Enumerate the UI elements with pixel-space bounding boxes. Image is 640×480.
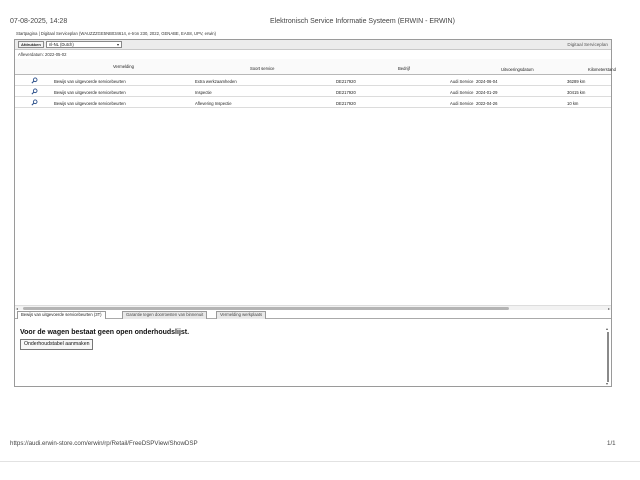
cell-soort-service: Extra werkzaamheden (195, 78, 237, 84)
cell-datum: 2024-06-04 (476, 78, 498, 84)
cell-company: Audi Service (450, 89, 474, 95)
magnifier-icon[interactable] (31, 77, 38, 84)
cell-datum: 2024-01-29 (476, 89, 498, 95)
print-button[interactable]: Afdrukken (18, 41, 44, 48)
breadcrumb[interactable]: Startpagina | Digitaal Serviceplan (WAUZZZGE5NB034614, e-tron 230, 2022, GENABE, EAS8, UPV, erwin) (16, 31, 217, 36)
table-row[interactable] (15, 87, 611, 97)
vertical-scrollbar[interactable] (606, 326, 610, 384)
table-row[interactable] (15, 98, 611, 108)
cell-bedrijf: DE217920 (336, 100, 356, 106)
cell-kilometerstand: 10 km (567, 100, 579, 106)
cell-vermelding: Bewijs van uitgevoerde servicebeurten (54, 78, 126, 84)
language-select[interactable] (46, 41, 122, 48)
scroll-right-icon[interactable]: ▸ (607, 306, 610, 311)
tab-servicebeurten[interactable]: Bewijs van uitgevoerde servicebeurten (3T) (17, 311, 106, 319)
column-header-vermelding[interactable]: Vermelding (113, 64, 134, 69)
scroll-up-icon[interactable]: ▴ (606, 326, 609, 331)
cell-vermelding: Bewijs van uitgevoerde servicebeurten (54, 100, 126, 106)
cell-datum: 2022-04-26 (476, 100, 498, 106)
tab-garantie-doorroesten[interactable]: Garantie tegen doorroesten van binnenuit (122, 311, 207, 319)
cell-kilometerstand: 36289 km (567, 78, 586, 84)
magnifier-icon[interactable] (31, 99, 38, 106)
cell-kilometerstand: 30415 km (567, 89, 586, 95)
toolbar (15, 40, 611, 50)
print-footer-url: https://audi.erwin-store.com/erwin/rp/Retail/FreeDSPView/ShowDSP (10, 440, 198, 447)
module-label: Digitaal Serviceplan (567, 41, 608, 47)
cell-soort-service: Aflevering Inspectie (195, 100, 232, 106)
create-maintenance-table-button[interactable]: Onderhoudstabel aanmaken (20, 339, 93, 350)
column-header-uitvoeringsdatum[interactable]: Uitvoeringsdatum (501, 67, 534, 72)
no-maintenance-message: Voor de wagen bestaat geen open onderhoudslijst. (20, 329, 190, 336)
cell-soort-service: Inspectie (195, 89, 212, 95)
language-select-value: nl-NL (Dutch) (49, 42, 74, 47)
cell-bedrijf: DE217920 (336, 78, 356, 84)
service-plan-window (14, 39, 616, 387)
scroll-down-icon[interactable]: ▾ (606, 381, 609, 386)
divider (0, 461, 640, 462)
delivery-date: Afleverdatum: 2022-05-02 (18, 52, 67, 57)
tab-bar (15, 310, 611, 319)
vertical-scrollbar-thumb[interactable] (607, 332, 609, 382)
column-header-soort-service[interactable]: Soort service (250, 66, 275, 71)
magnifier-icon[interactable] (31, 88, 38, 95)
cell-company: Audi Service (450, 78, 474, 84)
maintenance-panel (15, 320, 611, 386)
scroll-left-icon[interactable]: ◂ (16, 306, 19, 311)
cell-company: Audi Service (450, 100, 474, 106)
print-date: 07-08-2025, 14:28 (10, 18, 68, 25)
cell-bedrijf: DE217920 (336, 89, 356, 95)
table-header (15, 59, 616, 75)
page-title: Elektronisch Service Informatie Systeem (ERWIN - ERWIN) (270, 18, 455, 25)
table-row[interactable] (15, 76, 611, 86)
chevron-down-icon: ▾ (116, 42, 119, 47)
print-page-number: 1/1 (607, 440, 616, 447)
cell-vermelding: Bewijs van uitgevoerde servicebeurten (54, 89, 126, 95)
column-header-kilometerstand[interactable]: Kilometerstand (588, 67, 616, 72)
column-header-bedrijf[interactable]: Bedrijf (398, 66, 410, 71)
tab-vermelding-werkplaats[interactable]: Vermelding werkplaats (216, 311, 266, 319)
